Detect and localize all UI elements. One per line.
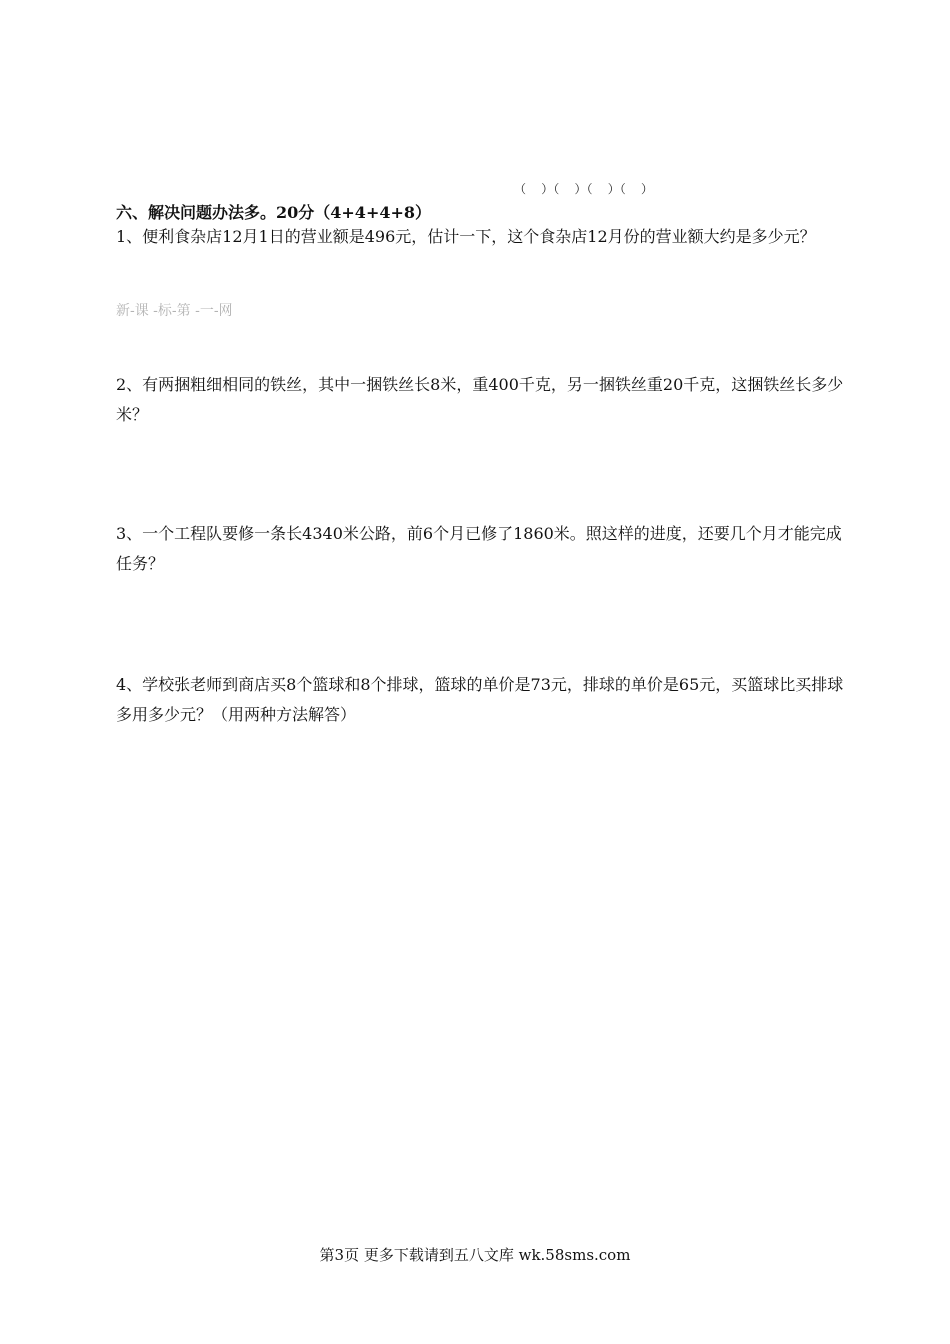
question-2: 2、有两捆粗细相同的铁丝，其中一捆铁丝长8米，重400千克，另一捆铁丝重20千克，这捆铁丝长多少米？ <box>116 375 844 424</box>
watermark-text: 新-课 -标-第 -一-网 <box>116 303 233 319</box>
question-4: 4、学校张老师到商店买8个篮球和8个排球，篮球的单价是73元，排球的单价是65元，买篮球比买排球多用多少元？（用两种方法解答） <box>116 675 844 724</box>
question-1: 1、便利食杂店12月1日的营业额是496元，估计一下，这个食杂店12月份的营业额大约是多少元？ <box>116 227 816 246</box>
section-title: 六、解决问题办法多。20分（4+4+4+8） <box>116 203 432 222</box>
page-footer: 第3页 更多下载请到五八文库 wk.58sms.com <box>319 1246 631 1264</box>
question-3: 3、一个工程队要修一条长4340米公路，前6个月已修了1860米。照这样的进度，还要几个月才能完成任务？ <box>116 524 842 573</box>
answer-parentheses: （ ）（ ）（ ）（ ） <box>514 182 654 196</box>
